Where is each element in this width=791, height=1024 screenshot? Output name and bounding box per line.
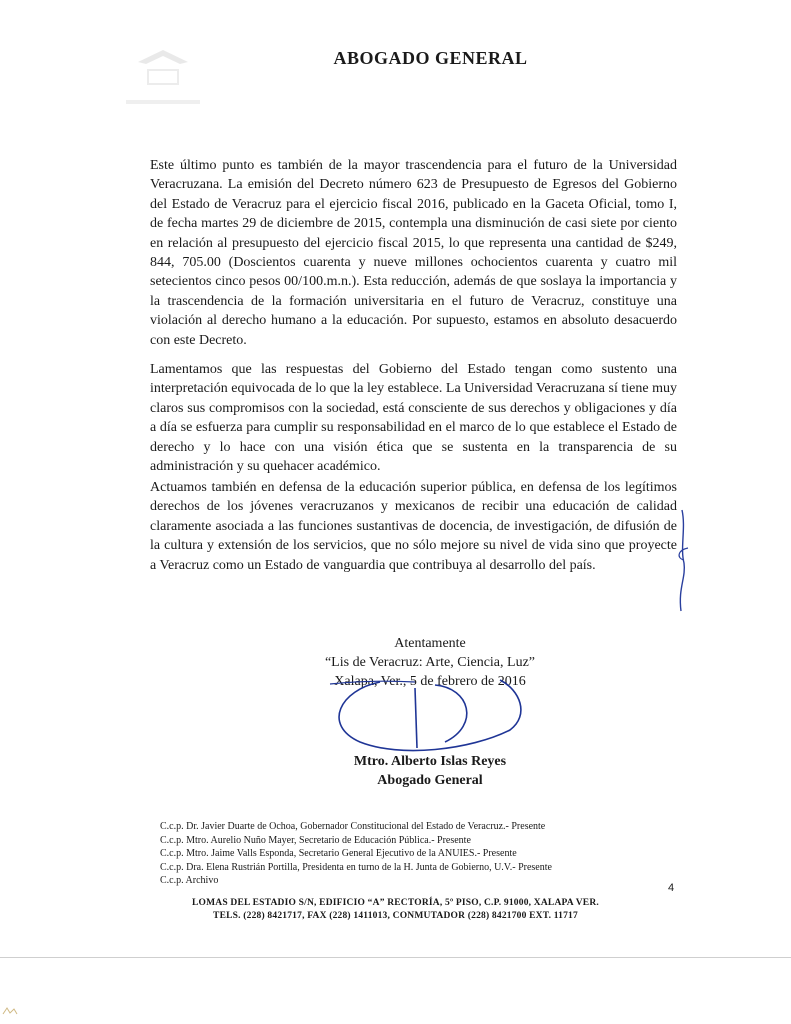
ccp-item: C.c.p. Dra. Elena Rustrián Portilla, Presidenta en turno de la H. Junta de Gobierno, U.V.- Presente bbox=[160, 861, 552, 873]
handwritten-signature bbox=[320, 670, 540, 755]
footer-phone-line: TELS. (228) 8421717, FAX (228) 1411013, CONMUTADOR (228) 8421700 EXT. 11717 bbox=[213, 911, 578, 921]
signer-title: Abogado General bbox=[377, 773, 483, 788]
scan-artifact-mark bbox=[2, 1006, 18, 1016]
closing-salutation: Atentamente bbox=[394, 636, 466, 651]
signer-block bbox=[300, 752, 560, 790]
scan-divider-line bbox=[0, 957, 791, 958]
signer-name: Mtro. Alberto Islas Reyes bbox=[353, 754, 507, 769]
paragraph-budget-decree: Este último punto es también de la mayor trascendencia para el futuro de la Universidad Veracruzana. La emisión del Decreto número 623 de Presupuesto de Egresos del Gobierno del Estado de Veracruz para el ejercicio fiscal 2016, publicado en la Gaceta Oficial, tomo I, de fecha martes 29 de diciembre de 2015, contempla una disminución de casi siete por ciento en relación al presupuesto del ejercicio fiscal 2015, lo que representa una cantidad de $249, 844, 705.00 (Doscientos cuarenta y nueve millones ochocientos cuarenta y cuatro mil setecientos cinco pesos 00/100.m.n.). Esta reducción, además de que soslaya la importancia y la trascendencia de la formación universitaria en el futuro de Veracruz, constituye una violación al derecho humano a la educación. Por supuesto, estamos en absoluto desacuerdo con este Decreto. bbox=[150, 158, 677, 348]
paragraph-government-responses: Lamentamos que las respuestas del Gobierno del Estado tengan como sustento una interpretación equivocada de lo que la ley establece. La Universidad Veracruzana sí tiene muy claros sus compromisos con la sociedad, está consciente de sus derechos y obligaciones y día a día se esfuerza para cumplir su responsabilidad en el marco de lo que establece el Estado de derecho y lo hace con una visión ética que se sustenta en la transparencia de su administración y su quehacer académico. bbox=[150, 362, 677, 475]
ccp-item: C.c.p. Mtro. Aurelio Nuño Mayer, Secretario de Educación Pública.- Presente bbox=[160, 834, 471, 846]
university-motto: “Lis de Veracruz: Arte, Ciencia, Luz” bbox=[324, 655, 536, 670]
footer-address-line: LOMAS DEL ESTADIO S/N, EDIFICIO “A” RECTORÍA, 5º PISO, C.P. 91000, XALAPA VER. bbox=[192, 898, 599, 908]
ccp-item: C.c.p. Dr. Javier Duarte de Ochoa, Gobernador Constitucional del Estado de Veracruz.- Presente bbox=[160, 821, 546, 832]
ccp-item: C.c.p. Mtro. Jaime Valls Esponda, Secretario General Ejecutivo de la ANUIES.- Presente bbox=[160, 848, 517, 859]
place-and-date: Xalapa, Ver., 5 de febrero de 2016 bbox=[334, 674, 526, 689]
page-number: 4 bbox=[668, 882, 675, 894]
ccp-item: C.c.p. Archivo bbox=[160, 875, 219, 886]
handwritten-margin-mark bbox=[672, 508, 702, 613]
carbon-copy-list bbox=[160, 820, 680, 888]
footer-address bbox=[0, 897, 791, 923]
paragraph-defense-public-education: Actuamos también en defensa de la educación superior pública, en defensa de los legítimos derechos de los jóvenes veracruzanos y mexicanos de recibir una educación de calidad claramente asociada a las funciones sustantivas de docencia, de investigación, de difusión de la cultura y extensión de los servicios, que no sólo mejore su nivel de vida sino que proyecte a Veracruz como un Estado de vanguardia que contribuya al desarrollo del país. bbox=[150, 480, 677, 573]
page-title: ABOGADO GENERAL bbox=[333, 48, 528, 68]
